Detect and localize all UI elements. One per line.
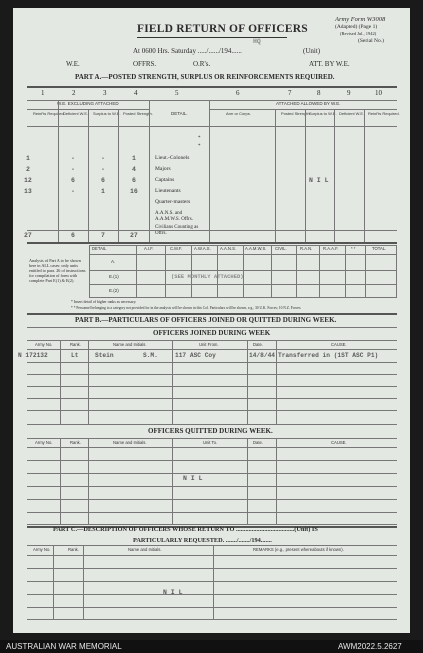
typed-c1-r2: 2	[26, 166, 30, 173]
joined-col-name: Name and Initials.	[113, 342, 147, 347]
star-mark-1: *	[198, 136, 201, 141]
an-v7	[296, 245, 297, 298]
total-c4: 27	[130, 232, 138, 239]
joined-row-2	[27, 374, 397, 375]
joined-rank: Lt	[71, 352, 79, 359]
typed-c1-r1: 1	[26, 155, 30, 162]
part-b-rule	[27, 327, 397, 328]
typed-c4-r2: 4	[132, 166, 136, 173]
an-v6	[271, 245, 272, 298]
quitted-col-rank: Rank.	[70, 440, 81, 445]
jv5	[276, 340, 277, 424]
hdr-reinf: Reinf'ts Required.	[33, 111, 65, 116]
unit-typed: HQ	[253, 38, 261, 45]
vline-a8	[334, 109, 335, 242]
cv3	[213, 545, 214, 619]
hdr-reinf2: Reinf'ts Required.	[368, 111, 400, 116]
col-num-5: 5	[175, 89, 179, 97]
qv5	[276, 438, 277, 524]
col-num-9: 9	[347, 89, 351, 97]
q-row-4	[27, 499, 397, 500]
rank-civilians: Civilians Counting as Offrs.	[155, 225, 199, 236]
part-a-bottom-rule	[27, 242, 397, 244]
typed-c4-r1: 1	[132, 155, 136, 162]
col-num-6: 6	[236, 89, 240, 97]
typed-nil-attached: N I L	[309, 177, 329, 184]
analysis-typed: (SEE MONTHLY ATTACHED)	[171, 273, 244, 280]
rank-lieutenants: Lieutenants	[155, 188, 181, 194]
part-c-title-1: PART C.—DESCRIPTION OF OFFICERS WHOSE RETURN TO .....................................(Unit) IS	[53, 526, 318, 533]
quitted-title: OFFICERS QUITTED DURING WEEK.	[148, 427, 273, 435]
q-bottom	[27, 524, 397, 525]
hdr-deficient: Deficient W.E.	[63, 111, 89, 116]
quitted-hdr-rule	[27, 447, 397, 448]
col-num-3: 3	[103, 89, 107, 97]
joined-unit: 117 ASC Coy	[175, 352, 216, 359]
hdr-posted2: Posted Strength.	[281, 111, 311, 116]
form-revised: (Revised Jul., 1942)	[340, 31, 377, 36]
time-line: At 0600 Hrs. Saturday ...../....../194......	[133, 47, 242, 55]
joined-row-4	[27, 398, 397, 399]
analysis-note: Analysis of Part A to be shown here in ALL cases: only units entitled to para. 26 of instructions for compilation of form with complete Part E(1) & E(2).	[29, 258, 86, 284]
part-a-title: PART A.—POSTED STRENGTH, SURPLUS OR REINFORCEMENTS REQUIRED.	[75, 73, 335, 81]
serial-label: (Serial No.)	[358, 38, 384, 44]
joined-cause: Transferred in (1ST ASC P1)	[278, 352, 379, 359]
typed-c1-r4: 13	[24, 188, 32, 195]
an-h-raaf: R.A.A.F.	[323, 246, 339, 251]
an-h-total: TOTAL.	[372, 246, 387, 251]
an-h-ran: R.A.N.	[300, 246, 313, 251]
vline-a3	[118, 109, 119, 242]
c-col-name: Name and Initials.	[128, 547, 162, 552]
c-col-remarks: REMARKS (e.g., present whereabouts if known).	[253, 547, 344, 552]
joined-col-date: Date.	[253, 342, 264, 347]
vline-a6	[275, 109, 276, 242]
typed-c2-r4: -	[71, 188, 75, 195]
vline-a9	[364, 109, 365, 242]
c-bottom	[27, 619, 397, 620]
qv4	[247, 438, 248, 524]
rank-qm: Quarter-masters	[155, 199, 191, 205]
joined-title-rule	[27, 340, 397, 341]
q-row-1	[27, 460, 397, 461]
joined-date: 14/8/44	[249, 352, 275, 359]
c-col-army: Army No.	[33, 547, 51, 552]
joined-hdr-rule	[27, 349, 397, 350]
jv1	[60, 340, 61, 424]
q-row-5	[27, 512, 397, 513]
typed-c3-r3: 6	[101, 177, 105, 184]
footer-accession: AWM2022.5.2627	[338, 642, 402, 651]
total-c3: 7	[101, 232, 105, 239]
joined-col-army: Army No.	[35, 342, 53, 347]
vline-a5	[209, 100, 210, 242]
total-c2: 6	[71, 232, 75, 239]
hdr-detail: DETAIL.	[171, 111, 188, 116]
offrs-label: OFFRS.	[133, 60, 157, 68]
c-col-rank: Rank.	[68, 547, 79, 552]
an-h-cmf: C.M.F.	[170, 246, 183, 251]
an-h-detail: DETAIL	[92, 246, 107, 251]
quitted-title-rule	[27, 438, 397, 439]
quitted-col-unit: Unit To.	[203, 440, 218, 445]
an-row-e1: E.(1)	[109, 274, 119, 279]
or-label: O.R's.	[193, 60, 211, 68]
an-v4	[217, 245, 218, 298]
quitted-col-date: Date.	[253, 440, 264, 445]
hdr-posted: Posted Strength.	[123, 111, 153, 116]
an-h-other: * *	[351, 246, 356, 251]
jv3	[172, 340, 173, 424]
typed-c1-r3: 12	[24, 177, 32, 184]
part-a-rule-4	[27, 126, 397, 127]
vline-a2	[88, 109, 89, 242]
form-title: FIELD RETURN OF OFFICERS	[137, 23, 308, 35]
rank-lt-col: Lieut.-Colonels	[155, 155, 190, 161]
rank-captains: Captains	[155, 177, 175, 183]
an-v8	[319, 245, 320, 298]
hdr-surplus2: Surplus to W.E.	[309, 111, 337, 116]
hdr-deficient2: Deficient W.E.	[339, 111, 365, 116]
footnote-2: * * Personnel belonging to a category not provided for in the analysis will be shown in this Col. Particulars will be shown, e.g., 30 U.K. Forces; 10 N.Z. Forces.	[71, 306, 302, 310]
typed-c2-r2: -	[71, 166, 75, 173]
quitted-col-army: Army No.	[35, 440, 53, 445]
an-v2	[165, 245, 166, 298]
footer-institution: AUSTRALIAN WAR MEMORIAL	[6, 642, 122, 651]
part-b-top-rule	[27, 313, 397, 315]
unit-label: (Unit)	[303, 47, 321, 55]
archive-footer	[0, 640, 423, 653]
qv3	[172, 438, 173, 524]
jv4	[247, 340, 248, 424]
star-mark-2: *	[198, 144, 201, 149]
cv1	[53, 545, 54, 619]
an-v5	[243, 245, 244, 298]
col-num-7: 7	[288, 89, 292, 97]
part-b-title: PART B.—PARTICULARS OF OFFICERS JOINED OR QUITTED DURING WEEK.	[75, 316, 337, 324]
footnote-1: * Insert detail of higher ranks as necessary.	[71, 300, 137, 304]
typed-c3-r2: -	[101, 166, 105, 173]
rank-majors: Majors	[155, 166, 171, 172]
typed-c2-r3: 6	[71, 177, 75, 184]
part-a-totals-rule	[27, 230, 397, 231]
joined-army-no: N 172132	[18, 352, 48, 359]
typed-c3-r4: 1	[101, 188, 105, 195]
vline-a7	[305, 109, 306, 242]
an-h-aamws: A.A.M.W.S.	[245, 246, 267, 251]
title-underline	[137, 37, 287, 38]
joined-title: OFFICERS JOINED DURING WEEK	[153, 329, 271, 337]
part-c-title-2: PARTICULARLY REQUESTED. ......./......./194.......	[133, 537, 272, 544]
hdr-surplus: Surplus to W.E.	[93, 111, 121, 116]
total-c1: 27	[24, 232, 32, 239]
joined-col-cause: CAUSE.	[331, 342, 347, 347]
jv2	[88, 340, 89, 424]
joined-row-5	[27, 410, 397, 411]
typed-c4-r3: 6	[132, 177, 136, 184]
we-excluding-label: W.E. EXCLUDING ATTACHED	[57, 101, 119, 106]
col-num-8: 8	[317, 89, 321, 97]
an-row-a: A.	[111, 259, 116, 264]
qv1	[60, 438, 61, 524]
joined-name: Stein	[95, 352, 114, 359]
hdr-arm: Arm or Corps.	[226, 111, 251, 116]
form-id: Army Form W3008	[335, 16, 386, 23]
quitted-col-cause: CAUSE.	[331, 440, 347, 445]
an-v9	[345, 245, 346, 298]
typed-c3-r1: -	[101, 155, 105, 162]
joined-bottom	[27, 424, 397, 425]
quitted-col-name: Name and Initials.	[113, 440, 147, 445]
we-label: W.E.	[66, 60, 80, 68]
typed-c4-r4: 16	[130, 188, 138, 195]
an-v1	[136, 245, 137, 298]
an-h-awas: A.W.A.S.	[194, 246, 211, 251]
an-v10	[365, 245, 366, 298]
q-row-2	[27, 473, 397, 474]
joined-row-3	[27, 386, 397, 387]
an-h-aif: A.I.F.	[144, 246, 154, 251]
vline-a4	[149, 100, 150, 242]
rank-aans: A.A.N.S. and A.A.M.W.S. Offrs.	[155, 211, 193, 222]
quitted-nil: N I L	[183, 475, 203, 482]
part-a-top-rule	[27, 86, 397, 88]
q-row-3	[27, 486, 397, 487]
an-h-civil: CIVIL.	[275, 246, 287, 251]
qv2	[88, 438, 89, 524]
an-v3	[191, 245, 192, 298]
document-page	[13, 8, 410, 633]
part-a-rule-3b	[209, 109, 397, 110]
col-num-10: 10	[375, 89, 382, 97]
col-num-4: 4	[134, 89, 138, 97]
vline-a1	[58, 100, 59, 242]
joined-initials: S.M.	[143, 352, 158, 359]
joined-row-1	[27, 362, 397, 363]
part-c-nil: N I L	[163, 589, 183, 596]
form-adapted: (Adapted) (Page 1)	[335, 24, 378, 30]
joined-col-rank: Rank.	[70, 342, 81, 347]
cv2	[83, 545, 84, 619]
att-label: ATT. BY W.E.	[309, 60, 350, 68]
col-num-1: 1	[41, 89, 45, 97]
attached-allowed-label: ATTACHED ALLOWED BY W.E.	[276, 101, 341, 106]
joined-col-unit: Unit From.	[199, 342, 219, 347]
an-row-e2: E.(2)	[109, 288, 119, 293]
an-h-aans: A.A.N.S.	[220, 246, 237, 251]
typed-c2-r1: -	[71, 155, 75, 162]
col-num-2: 2	[72, 89, 76, 97]
